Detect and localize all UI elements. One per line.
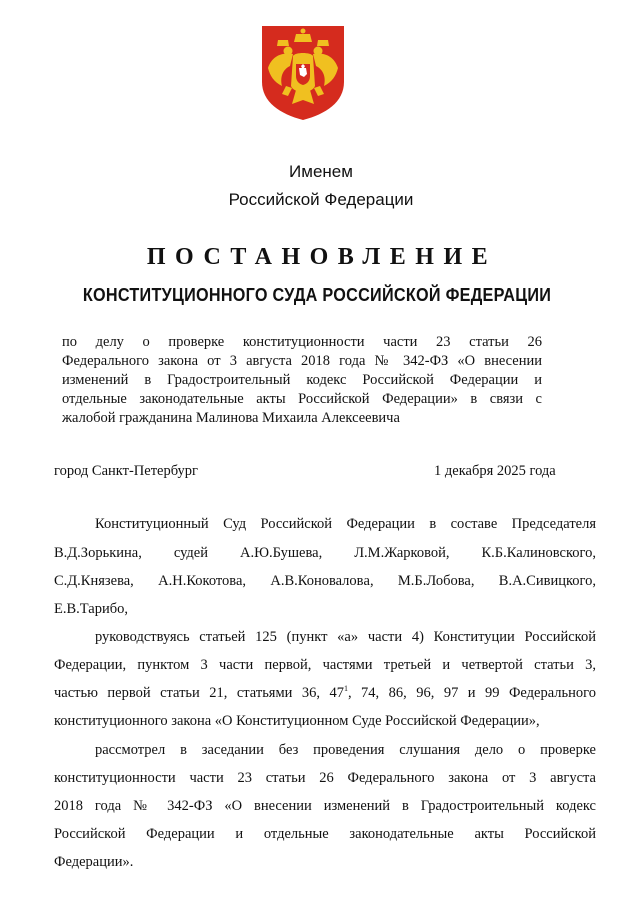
paragraph-line: конституционности части 23 статьи 26 Федерального закона от 3 августа xyxy=(54,770,596,786)
russian-coat-of-arms-icon xyxy=(260,24,346,122)
date: 1 декабря 2025 года xyxy=(434,463,556,479)
paragraph-line: Конституционный Суд Российской Федерации в составе Председателя xyxy=(95,516,596,532)
paragraph-line: Российской Федерации и отдельные законодательные акты Российской xyxy=(54,826,596,842)
case-line: отдельные законодательные акты Российской Федерации» в связи с xyxy=(62,391,542,407)
city: город Санкт-Петербург xyxy=(54,463,199,479)
document-subtitle: КОНСТИТУЦИОННОГО СУДА РОССИЙСКОЙ ФЕДЕРАЦИИ xyxy=(82,285,552,305)
paragraph-line: Е.В.Тарибо, xyxy=(54,601,128,617)
paragraph-line: руководствуясь статьей 125 (пункт «а» части 4) Конституции Российской xyxy=(95,629,596,645)
paragraph-line: В.Д.Зорькина, судей А.Ю.Бушева, Л.М.Жарковой, К.Б.Калиновского, xyxy=(54,545,596,561)
paragraph-line: рассмотрел в заседании без проведения слушания дело о проверке xyxy=(95,742,596,758)
in-the-name-line2: Российской Федерации xyxy=(228,190,414,209)
paragraph-line: конституционного закона «О Конституционном Суде Российской Федерации», xyxy=(54,713,540,729)
paragraph-line: Федерации». xyxy=(54,854,134,870)
paragraph-line: С.Д.Князева, А.Н.Кокотова, А.В.Коноваловa, М.Б.Лобова, В.А.Сивицкого, xyxy=(54,573,596,589)
case-line: жалобой гражданина Малинова Михаила Алексеевича xyxy=(62,410,400,426)
text-segment: , 74, 86, 96, 97 и 99 Федерального xyxy=(347,685,596,701)
coat-of-arms-emblem xyxy=(260,24,346,122)
superscript: 1 xyxy=(343,684,348,693)
paragraph-line: 2018 года № 342-ФЗ «О внесении изменений в Градостроительный кодекс xyxy=(54,798,596,814)
in-the-name-line1: Именем xyxy=(289,162,353,181)
document-title: ПОСТАНОВЛЕНИЕ xyxy=(146,244,498,270)
case-line: Федерального закона от 3 августа 2018 года № 342-ФЗ «О внесении xyxy=(62,353,542,369)
case-description xyxy=(62,333,542,428)
case-line: изменений в Градостроительный кодекс Российской Федерации и xyxy=(62,372,542,388)
text-segment: частью первой статьи 21, статьями 36, 47 xyxy=(54,685,344,701)
paragraph-line xyxy=(54,684,596,703)
case-line: по делу о проверке конституционности части 23 статьи 26 xyxy=(62,334,542,350)
paragraph-line: Федерации, пунктом 3 части первой, частями третьей и четвертой статьи 3, xyxy=(54,657,596,673)
